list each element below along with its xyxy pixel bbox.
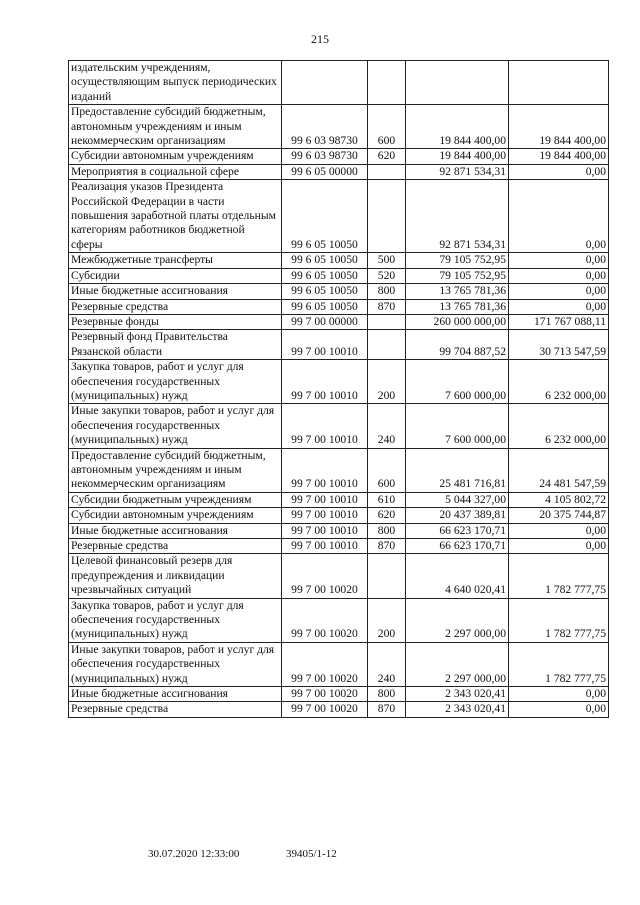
table-row bbox=[69, 492, 609, 507]
row-code-cell: 99 7 00 10010 bbox=[282, 330, 368, 360]
table-row bbox=[69, 299, 609, 314]
table-row bbox=[69, 164, 609, 179]
row-name-cell: Субсидии автономным учреждениям bbox=[69, 149, 282, 164]
row-expense-type-cell bbox=[368, 164, 406, 179]
table-row bbox=[69, 687, 609, 702]
table-row bbox=[69, 268, 609, 283]
table-row bbox=[69, 448, 609, 492]
row-code-cell: 99 6 05 10050 bbox=[282, 253, 368, 268]
row-code-cell: 99 6 03 98730 bbox=[282, 105, 368, 149]
row-code-cell: 99 7 00 00000 bbox=[282, 314, 368, 329]
row-name-cell: Предоставление субсидий бюджетным, автономным учреждениям и иным некоммерческим организациям bbox=[69, 105, 282, 149]
row-amount-planned-cell: 7 600 000,00 bbox=[406, 404, 509, 448]
row-expense-type-cell: 200 bbox=[368, 598, 406, 642]
row-code-cell: 99 7 00 10020 bbox=[282, 702, 368, 717]
row-name-cell: Резервные фонды bbox=[69, 314, 282, 329]
row-expense-type-cell: 520 bbox=[368, 268, 406, 283]
table-row bbox=[69, 105, 609, 149]
row-name-cell: Субсидии bbox=[69, 268, 282, 283]
row-code-cell bbox=[282, 61, 368, 105]
row-amount-executed-cell: 0,00 bbox=[509, 268, 609, 283]
row-name-cell: Реализация указов Президента Российской Федерации в части повышения заработной платы отдельным категориям работников бюджетной сферы bbox=[69, 180, 282, 253]
row-amount-planned-cell: 19 844 400,00 bbox=[406, 105, 509, 149]
row-code-cell: 99 7 00 10020 bbox=[282, 598, 368, 642]
row-amount-executed-cell: 1 782 777,75 bbox=[509, 598, 609, 642]
row-amount-planned-cell: 13 765 781,36 bbox=[406, 299, 509, 314]
row-name-cell: Резервные средства bbox=[69, 299, 282, 314]
row-code-cell: 99 6 05 10050 bbox=[282, 284, 368, 299]
row-expense-type-cell bbox=[368, 554, 406, 598]
row-code-cell: 99 6 03 98730 bbox=[282, 149, 368, 164]
row-amount-executed-cell bbox=[509, 61, 609, 105]
row-code-cell: 99 6 05 10050 bbox=[282, 180, 368, 253]
row-name-cell: Иные бюджетные ассигнования bbox=[69, 284, 282, 299]
row-amount-planned-cell: 92 871 534,31 bbox=[406, 180, 509, 253]
row-amount-planned-cell: 99 704 887,52 bbox=[406, 330, 509, 360]
table-row bbox=[69, 523, 609, 538]
budget-table bbox=[68, 60, 609, 718]
row-expense-type-cell bbox=[368, 314, 406, 329]
row-amount-planned-cell: 79 105 752,95 bbox=[406, 268, 509, 283]
row-name-cell: Иные бюджетные ассигнования bbox=[69, 523, 282, 538]
table-row bbox=[69, 702, 609, 717]
row-expense-type-cell: 870 bbox=[368, 299, 406, 314]
row-code-cell: 99 7 00 10020 bbox=[282, 642, 368, 686]
table-row bbox=[69, 404, 609, 448]
row-amount-executed-cell: 0,00 bbox=[509, 687, 609, 702]
row-amount-executed-cell: 0,00 bbox=[509, 539, 609, 554]
row-code-cell: 99 7 00 10010 bbox=[282, 523, 368, 538]
row-expense-type-cell: 800 bbox=[368, 284, 406, 299]
row-amount-planned-cell: 66 623 170,71 bbox=[406, 523, 509, 538]
row-expense-type-cell: 800 bbox=[368, 523, 406, 538]
row-name-cell: Целевой финансовый резерв для предупреждения и ликвидации чрезвычайных ситуаций bbox=[69, 554, 282, 598]
table-row bbox=[69, 284, 609, 299]
row-name-cell: Резервные средства bbox=[69, 539, 282, 554]
row-amount-executed-cell: 4 105 802,72 bbox=[509, 492, 609, 507]
row-expense-type-cell: 800 bbox=[368, 687, 406, 702]
row-name-cell: Субсидии автономным учреждениям bbox=[69, 508, 282, 523]
row-code-cell: 99 6 05 00000 bbox=[282, 164, 368, 179]
budget-table-body bbox=[69, 61, 609, 718]
row-amount-planned-cell bbox=[406, 61, 509, 105]
row-code-cell: 99 6 05 10050 bbox=[282, 268, 368, 283]
table-row bbox=[69, 149, 609, 164]
table-row bbox=[69, 642, 609, 686]
row-amount-planned-cell: 13 765 781,36 bbox=[406, 284, 509, 299]
row-expense-type-cell: 240 bbox=[368, 642, 406, 686]
row-amount-planned-cell: 2 343 020,41 bbox=[406, 702, 509, 717]
row-amount-planned-cell: 7 600 000,00 bbox=[406, 360, 509, 404]
row-amount-planned-cell: 19 844 400,00 bbox=[406, 149, 509, 164]
row-amount-executed-cell: 171 767 088,11 bbox=[509, 314, 609, 329]
row-expense-type-cell: 610 bbox=[368, 492, 406, 507]
row-amount-executed-cell: 0,00 bbox=[509, 523, 609, 538]
row-code-cell: 99 7 00 10020 bbox=[282, 687, 368, 702]
row-amount-planned-cell: 4 640 020,41 bbox=[406, 554, 509, 598]
row-amount-executed-cell: 1 782 777,75 bbox=[509, 642, 609, 686]
row-expense-type-cell: 870 bbox=[368, 702, 406, 717]
row-amount-executed-cell: 0,00 bbox=[509, 253, 609, 268]
row-amount-planned-cell: 20 437 389,81 bbox=[406, 508, 509, 523]
row-amount-executed-cell: 0,00 bbox=[509, 299, 609, 314]
row-amount-executed-cell: 6 232 000,00 bbox=[509, 360, 609, 404]
row-expense-type-cell bbox=[368, 61, 406, 105]
row-amount-executed-cell: 0,00 bbox=[509, 164, 609, 179]
row-name-cell: Межбюджетные трансферты bbox=[69, 253, 282, 268]
footer-datetime: 30.07.2020 12:33:00 bbox=[148, 848, 240, 860]
row-name-cell: Резервный фонд Правительства Рязанской области bbox=[69, 330, 282, 360]
table-row bbox=[69, 539, 609, 554]
row-code-cell: 99 7 00 10010 bbox=[282, 492, 368, 507]
row-expense-type-cell: 620 bbox=[368, 149, 406, 164]
row-amount-executed-cell: 19 844 400,00 bbox=[509, 149, 609, 164]
row-code-cell: 99 7 00 10010 bbox=[282, 508, 368, 523]
row-amount-executed-cell: 0,00 bbox=[509, 702, 609, 717]
table-row bbox=[69, 314, 609, 329]
row-amount-planned-cell: 79 105 752,95 bbox=[406, 253, 509, 268]
table-row bbox=[69, 330, 609, 360]
row-expense-type-cell: 600 bbox=[368, 105, 406, 149]
row-code-cell: 99 6 05 10050 bbox=[282, 299, 368, 314]
row-amount-planned-cell: 25 481 716,81 bbox=[406, 448, 509, 492]
footer-document-code: 39405/1-12 bbox=[286, 848, 337, 860]
row-name-cell: Предоставление субсидий бюджетным, автономным учреждениям и иным некоммерческим организациям bbox=[69, 448, 282, 492]
row-name-cell: Закупка товаров, работ и услуг для обеспечения государственных (муниципальных) нужд bbox=[69, 360, 282, 404]
row-code-cell: 99 7 00 10010 bbox=[282, 448, 368, 492]
row-name-cell: Резервные средства bbox=[69, 702, 282, 717]
row-amount-executed-cell: 30 713 547,59 bbox=[509, 330, 609, 360]
row-amount-executed-cell: 0,00 bbox=[509, 284, 609, 299]
row-name-cell: Субсидии бюджетным учреждениям bbox=[69, 492, 282, 507]
table-row bbox=[69, 508, 609, 523]
table-row bbox=[69, 598, 609, 642]
row-amount-planned-cell: 2 343 020,41 bbox=[406, 687, 509, 702]
row-name-cell: Иные бюджетные ассигнования bbox=[69, 687, 282, 702]
row-expense-type-cell: 200 bbox=[368, 360, 406, 404]
row-amount-executed-cell: 6 232 000,00 bbox=[509, 404, 609, 448]
row-code-cell: 99 7 00 10020 bbox=[282, 554, 368, 598]
table-row bbox=[69, 554, 609, 598]
row-amount-executed-cell: 20 375 744,87 bbox=[509, 508, 609, 523]
row-expense-type-cell bbox=[368, 180, 406, 253]
row-amount-executed-cell: 19 844 400,00 bbox=[509, 105, 609, 149]
row-code-cell: 99 7 00 10010 bbox=[282, 360, 368, 404]
row-amount-planned-cell: 92 871 534,31 bbox=[406, 164, 509, 179]
row-expense-type-cell: 600 bbox=[368, 448, 406, 492]
row-name-cell: Закупка товаров, работ и услуг для обеспечения государственных (муниципальных) нужд bbox=[69, 598, 282, 642]
row-amount-executed-cell: 24 481 547,59 bbox=[509, 448, 609, 492]
row-code-cell: 99 7 00 10010 bbox=[282, 404, 368, 448]
table-row bbox=[69, 253, 609, 268]
row-expense-type-cell: 870 bbox=[368, 539, 406, 554]
row-amount-executed-cell: 1 782 777,75 bbox=[509, 554, 609, 598]
table-row bbox=[69, 180, 609, 253]
row-name-cell: Иные закупки товаров, работ и услуг для обеспечения государственных (муниципальных) нужд bbox=[69, 642, 282, 686]
row-expense-type-cell: 620 bbox=[368, 508, 406, 523]
row-amount-planned-cell: 5 044 327,00 bbox=[406, 492, 509, 507]
row-amount-executed-cell: 0,00 bbox=[509, 180, 609, 253]
table-row bbox=[69, 61, 609, 105]
row-code-cell: 99 7 00 10010 bbox=[282, 539, 368, 554]
row-expense-type-cell: 500 bbox=[368, 253, 406, 268]
row-amount-planned-cell: 66 623 170,71 bbox=[406, 539, 509, 554]
row-amount-planned-cell: 2 297 000,00 bbox=[406, 598, 509, 642]
row-name-cell: Иные закупки товаров, работ и услуг для обеспечения государственных (муниципальных) нужд bbox=[69, 404, 282, 448]
table-row bbox=[69, 360, 609, 404]
row-name-cell: издательским учреждениям, осуществляющим выпуск периодических изданий bbox=[69, 61, 282, 105]
row-expense-type-cell bbox=[368, 330, 406, 360]
row-name-cell: Мероприятия в социальной сфере bbox=[69, 164, 282, 179]
row-amount-planned-cell: 260 000 000,00 bbox=[406, 314, 509, 329]
row-expense-type-cell: 240 bbox=[368, 404, 406, 448]
row-amount-planned-cell: 2 297 000,00 bbox=[406, 642, 509, 686]
page-number: 215 bbox=[311, 32, 329, 46]
